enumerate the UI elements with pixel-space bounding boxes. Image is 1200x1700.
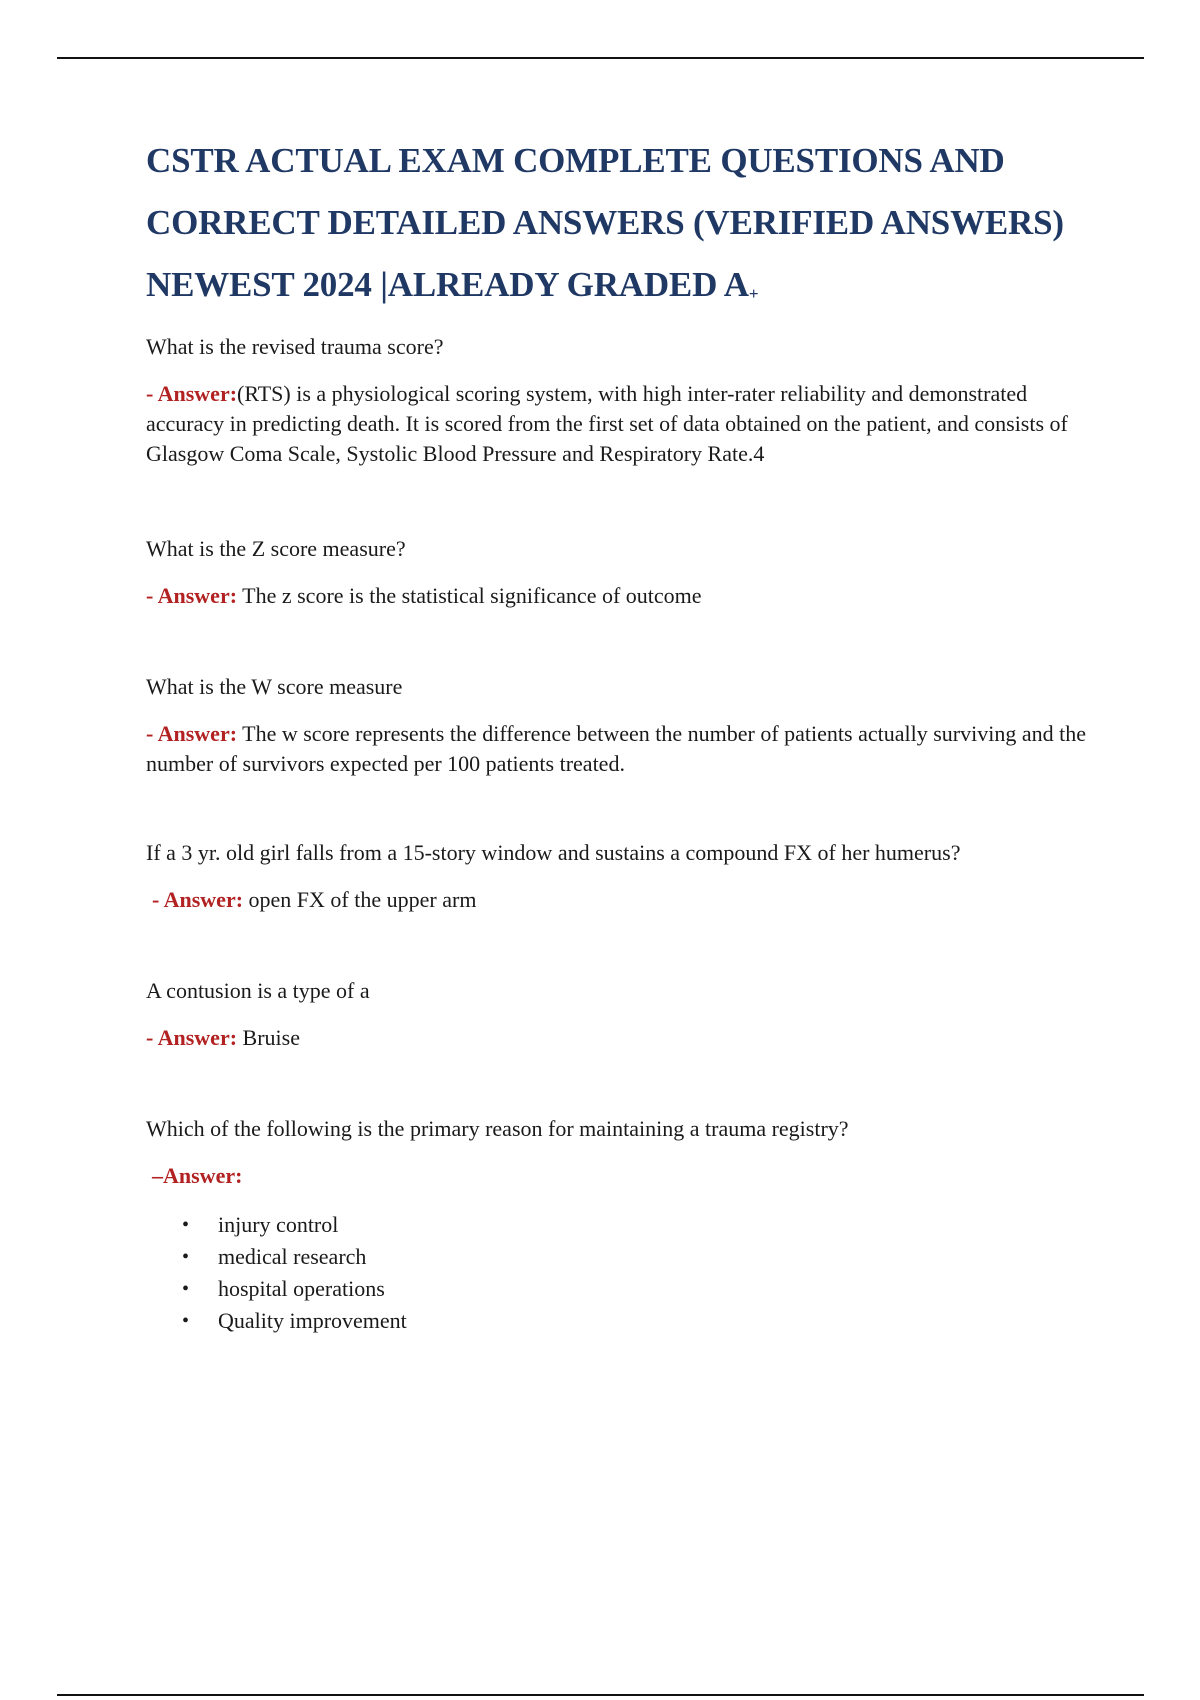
- answer-text: The w score represents the difference between the number of patients actually surviving and the number of survivors expected per 100 patients treated.: [146, 721, 1086, 776]
- qa-item-6: [146, 1115, 1086, 1337]
- qa-item-2: [146, 535, 1086, 611]
- title-suffix: +: [748, 284, 759, 303]
- bullet-icon: •: [182, 1310, 190, 1332]
- answer-label: - Answer:: [146, 721, 238, 746]
- qa-item-5: [146, 977, 1086, 1053]
- answer-2: [146, 581, 1086, 611]
- title-text: CSTR ACTUAL EXAM COMPLETE QUESTIONS AND CORRECT DETAILED ANSWERS (VERIFIED ANSWERS) NEWEST 2024 |ALREADY GRADED A: [146, 141, 1064, 304]
- answer-label: - Answer:: [146, 381, 238, 406]
- qa-item-3: [146, 673, 1086, 779]
- answer-text: Bruise: [237, 1025, 300, 1050]
- list-item-text: medical research: [218, 1244, 367, 1269]
- bullet-icon: •: [182, 1214, 190, 1236]
- list-item: [182, 1241, 1086, 1273]
- header-rule: [57, 57, 1144, 59]
- answer-4: [146, 885, 1086, 915]
- answer-1: [146, 379, 1086, 469]
- document-content: [146, 130, 1086, 1337]
- answer-label: - Answer:: [146, 583, 238, 608]
- qa-item-4: [146, 839, 1086, 915]
- qa-item-1: [146, 333, 1086, 469]
- answer-label: - Answer:: [146, 1025, 238, 1050]
- question-1: What is the revised trauma score?: [146, 334, 444, 359]
- answer-5: [146, 1023, 1086, 1053]
- list-item-text: injury control: [218, 1212, 339, 1237]
- list-item: [182, 1209, 1086, 1241]
- document-title: [146, 130, 1086, 325]
- answer-text: (RTS) is a physiological scoring system, with high inter-rater reliability and demonstrated accuracy in predicting death. It is scored from the first set of data obtained on the patient, and consists of Glasgow Coma Scale, Systolic Blood Pressure and Respiratory Rate.4: [146, 381, 1068, 466]
- footer-rule: [57, 1694, 1144, 1696]
- list-item: [182, 1305, 1086, 1337]
- question-4: If a 3 yr. old girl falls from a 15-story window and sustains a compound FX of her humerus?: [146, 840, 961, 865]
- list-item: [182, 1273, 1086, 1305]
- list-item-text: Quality improvement: [218, 1308, 407, 1333]
- bullet-icon: •: [182, 1246, 190, 1268]
- question-5: A contusion is a type of a: [146, 978, 370, 1003]
- answer-6: [146, 1161, 1086, 1191]
- answer-label: –Answer:: [152, 1163, 243, 1188]
- question-2: What is the Z score measure?: [146, 536, 406, 561]
- list-item-text: hospital operations: [218, 1276, 385, 1301]
- question-6: Which of the following is the primary reason for maintaining a trauma registry?: [146, 1116, 849, 1141]
- question-3: What is the W score measure: [146, 674, 403, 699]
- answer-3: [146, 719, 1086, 779]
- answer-6-bullet-list: [146, 1209, 1086, 1337]
- answer-text: The z score is the statistical significance of outcome: [237, 583, 702, 608]
- answer-label: - Answer:: [152, 887, 244, 912]
- answer-text: open FX of the upper arm: [243, 887, 477, 912]
- bullet-icon: •: [182, 1278, 190, 1300]
